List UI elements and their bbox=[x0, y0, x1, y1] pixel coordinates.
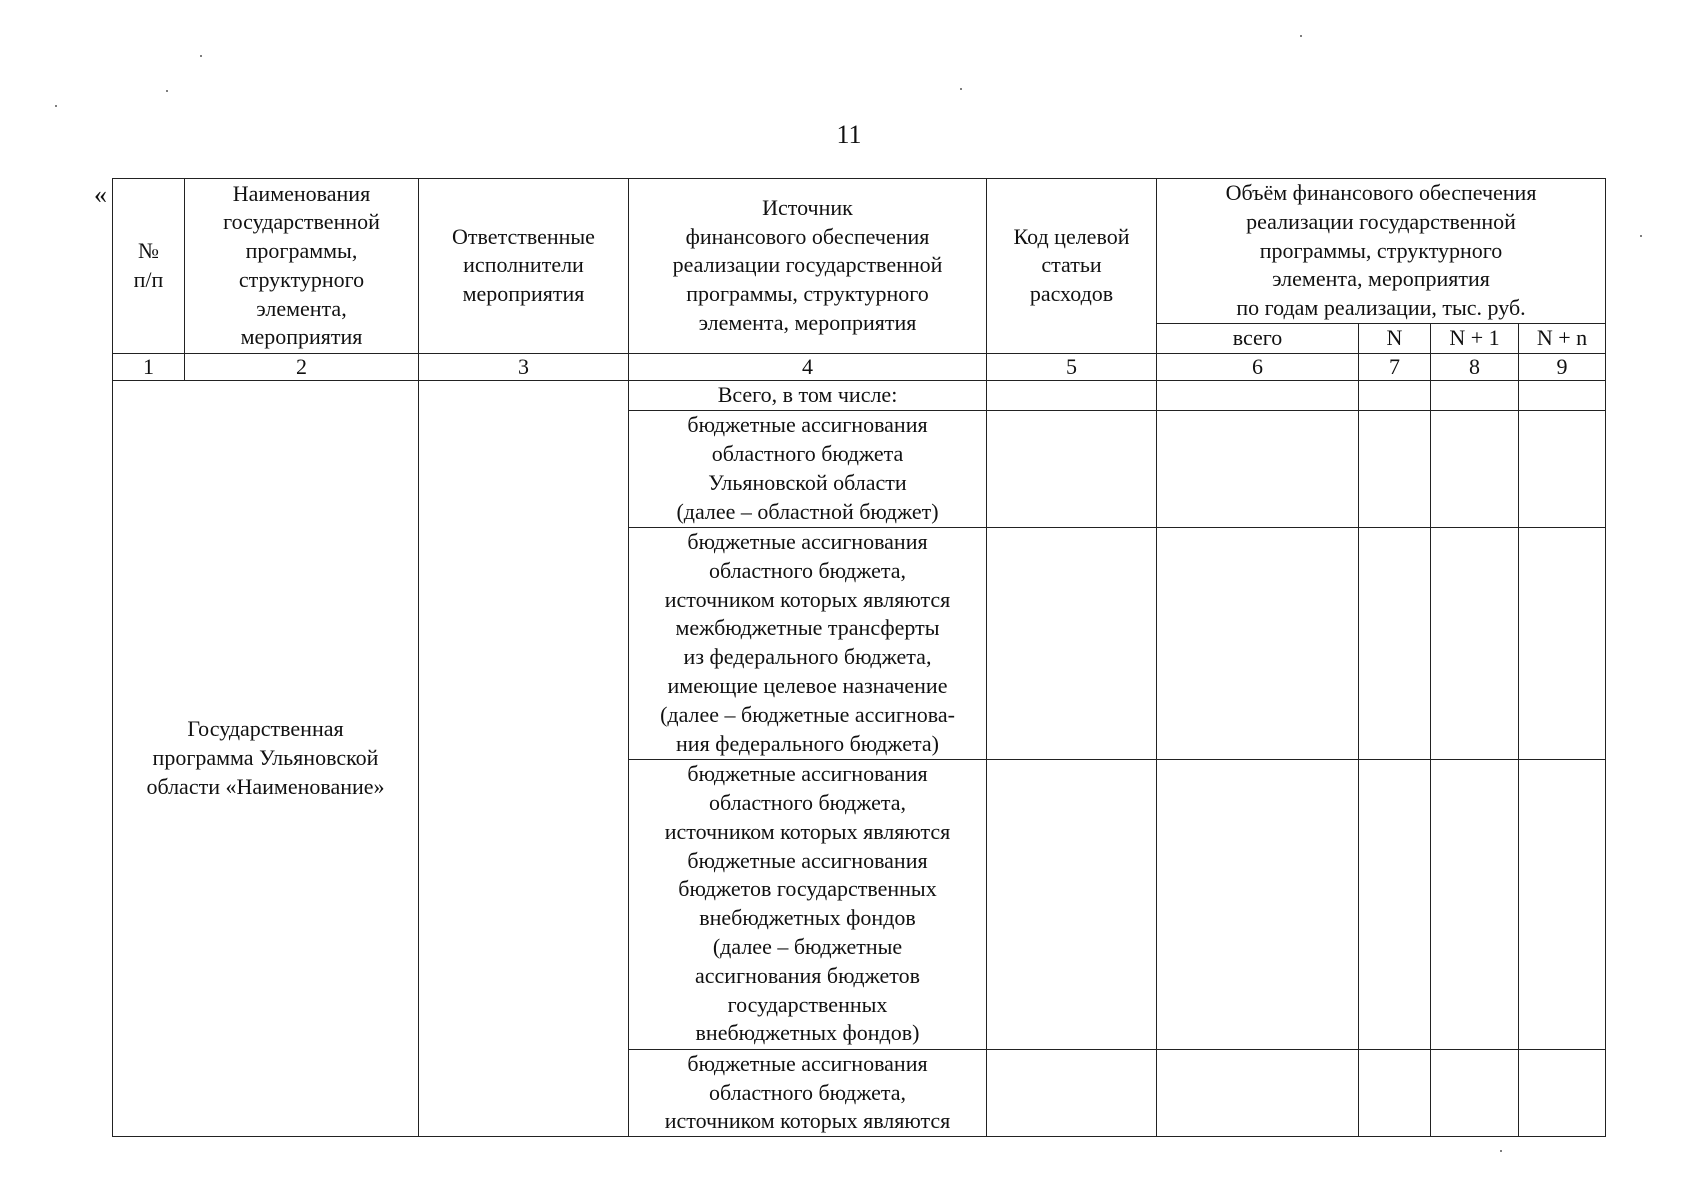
year-n-cell bbox=[1359, 527, 1431, 759]
year-n1-cell bbox=[1431, 1049, 1519, 1136]
column-number: 1 bbox=[113, 353, 185, 380]
total-cell bbox=[1157, 759, 1359, 1049]
header-year-n1: N + 1 bbox=[1431, 323, 1519, 353]
column-number: 9 bbox=[1519, 353, 1606, 380]
column-number: 3 bbox=[419, 353, 629, 380]
header-volume: Объём финансового обеспечения реализации государственной программы, структурного элемента, мероприятия по годам реализации, тыс. руб. bbox=[1157, 179, 1606, 324]
column-number-row bbox=[113, 353, 1606, 380]
scan-speck bbox=[166, 90, 168, 92]
header-code: Код целевой статьи расходов bbox=[987, 179, 1157, 354]
year-n-cell bbox=[1359, 410, 1431, 527]
column-number: 7 bbox=[1359, 353, 1431, 380]
source-total: Всего, в том числе: bbox=[629, 380, 987, 410]
code-cell bbox=[987, 527, 1157, 759]
opening-quote-mark: « bbox=[94, 180, 107, 209]
source-regional-budget: бюджетные ассигнования областного бюджета Ульяновской области (далее – областной бюджет) bbox=[629, 410, 987, 527]
scan-speck bbox=[55, 105, 57, 107]
year-nn-cell bbox=[1519, 1049, 1606, 1136]
code-cell bbox=[987, 410, 1157, 527]
scan-speck bbox=[1640, 235, 1642, 237]
code-cell bbox=[987, 380, 1157, 410]
financing-table bbox=[112, 178, 1606, 1137]
header-num: № п/п bbox=[113, 179, 185, 354]
year-nn-cell bbox=[1519, 759, 1606, 1049]
year-nn-cell bbox=[1519, 527, 1606, 759]
page-number: 11 bbox=[836, 120, 862, 149]
scan-speck bbox=[1300, 35, 1302, 37]
code-cell bbox=[987, 1049, 1157, 1136]
total-cell bbox=[1157, 410, 1359, 527]
year-n-cell bbox=[1359, 1049, 1431, 1136]
column-number: 8 bbox=[1431, 353, 1519, 380]
header-year-nn: N + n bbox=[1519, 323, 1606, 353]
year-n-cell bbox=[1359, 759, 1431, 1049]
table-row bbox=[113, 380, 1606, 410]
header-source: Источник финансового обеспечения реализации государственной программы, структурного элемента, мероприятия bbox=[629, 179, 987, 354]
total-cell bbox=[1157, 380, 1359, 410]
source-extrabudgetary-funds: бюджетные ассигнования областного бюджета, источником которых являются бюджетные ассигнования бюджетов государственных внебюджетных фондов (далее – бюджетные ассигнования бюджетов государственных внебюджетных фондов) bbox=[629, 759, 987, 1049]
total-cell bbox=[1157, 527, 1359, 759]
source-federal-transfers: бюджетные ассигнования областного бюджета, источником которых являются межбюджетные трансферты из федерального бюджета, имеющие целевое назначение (далее – бюджетные ассигнова- ния федерального бюджета) bbox=[629, 527, 987, 759]
source-continued: бюджетные ассигнования областного бюджета, источником которых являются bbox=[629, 1049, 987, 1136]
header-total: всего bbox=[1157, 323, 1359, 353]
column-number: 5 bbox=[987, 353, 1157, 380]
year-nn-cell bbox=[1519, 380, 1606, 410]
program-name: Государственная программа Ульяновской области «Наименование» bbox=[113, 380, 419, 1136]
year-n1-cell bbox=[1431, 410, 1519, 527]
year-n1-cell bbox=[1431, 380, 1519, 410]
year-nn-cell bbox=[1519, 410, 1606, 527]
header-name: Наименования государственной программы, структурного элемента, мероприятия bbox=[185, 179, 419, 354]
column-number: 4 bbox=[629, 353, 987, 380]
total-cell bbox=[1157, 1049, 1359, 1136]
scan-speck bbox=[1500, 1150, 1502, 1152]
scan-speck bbox=[200, 55, 202, 57]
header-row bbox=[113, 179, 1606, 324]
column-number: 2 bbox=[185, 353, 419, 380]
header-responsible: Ответственные исполнители мероприятия bbox=[419, 179, 629, 354]
year-n-cell bbox=[1359, 380, 1431, 410]
header-year-n: N bbox=[1359, 323, 1431, 353]
column-number: 6 bbox=[1157, 353, 1359, 380]
code-cell bbox=[987, 759, 1157, 1049]
responsible-cell bbox=[419, 380, 629, 1136]
year-n1-cell bbox=[1431, 759, 1519, 1049]
scan-speck bbox=[960, 88, 962, 90]
year-n1-cell bbox=[1431, 527, 1519, 759]
